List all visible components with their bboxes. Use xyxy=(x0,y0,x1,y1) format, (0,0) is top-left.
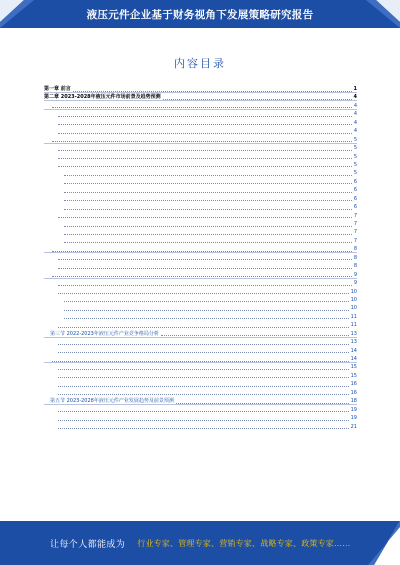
toc-entry-leader xyxy=(64,209,352,210)
toc-entry[interactable] xyxy=(44,330,357,338)
toc-entry[interactable] xyxy=(44,136,357,144)
toc-entry-page: 7 xyxy=(353,212,357,219)
toc-entry-leader xyxy=(58,377,349,378)
toc-entry[interactable] xyxy=(44,245,357,253)
toc-entry[interactable] xyxy=(44,178,357,186)
toc-entry-leader xyxy=(58,344,349,345)
toc-entry-leader xyxy=(52,361,349,362)
toc-entry-leader xyxy=(64,200,352,201)
toc-list xyxy=(44,85,357,431)
toc-entry[interactable] xyxy=(44,271,357,279)
toc-entry-leader xyxy=(58,116,352,117)
toc-entry-page: 15 xyxy=(350,372,357,379)
toc-entry[interactable] xyxy=(44,228,357,236)
toc-entry-text: 第五节 2023-2028年液压元件产业发展趋势及前景预测 xyxy=(50,398,174,405)
toc-entry-leader xyxy=(58,217,352,218)
toc-entry-page: 4 xyxy=(353,119,357,126)
toc-entry-page: 11 xyxy=(350,322,357,329)
toc-entry-leader xyxy=(176,403,349,404)
toc-entry-leader xyxy=(64,192,352,193)
footer-band xyxy=(0,521,400,565)
toc-entry-leader xyxy=(58,420,349,421)
toc-entry[interactable] xyxy=(44,220,357,228)
toc-entry[interactable] xyxy=(44,338,357,346)
toc-entry-page: 5 xyxy=(353,145,357,152)
toc-entry[interactable] xyxy=(44,161,357,169)
toc-entry-page: 9 xyxy=(353,280,357,287)
toc-entry-page: 6 xyxy=(353,178,357,185)
toc-entry[interactable] xyxy=(44,406,357,414)
toc-entry-page: 4 xyxy=(353,111,357,118)
toc-entry-leader xyxy=(163,99,352,100)
report-header-band xyxy=(0,0,400,28)
toc-entry-page: 7 xyxy=(353,221,357,227)
toc-entry[interactable] xyxy=(44,85,357,93)
toc-entry-leader xyxy=(64,183,352,184)
toc-entry[interactable] xyxy=(44,313,357,321)
toc-entry-page: 6 xyxy=(353,195,357,202)
toc-entry-page: 13 xyxy=(350,330,357,337)
toc-entry[interactable] xyxy=(44,153,357,161)
toc-entry-page: 4 xyxy=(353,102,357,109)
toc-entry[interactable] xyxy=(44,372,357,380)
header-left-corner-decoration xyxy=(0,0,34,28)
toc-entry[interactable] xyxy=(44,355,357,363)
toc-entry-leader xyxy=(64,310,349,311)
toc-entry-leader xyxy=(58,259,352,260)
toc-entry-leader xyxy=(58,394,349,395)
toc-entry-page: 5 xyxy=(353,136,357,143)
toc-entry-leader xyxy=(52,251,352,252)
toc-entry-leader xyxy=(52,107,352,108)
toc-entry[interactable] xyxy=(44,304,357,312)
toc-entry-leader xyxy=(64,318,349,319)
header-right-corner-decoration xyxy=(366,0,400,28)
toc-entry-page: 19 xyxy=(350,415,357,422)
toc-entry-leader xyxy=(58,124,352,125)
toc-entry-leader xyxy=(52,276,352,277)
toc-entry-text: 第一章 前言 xyxy=(44,86,71,92)
toc-entry[interactable] xyxy=(44,279,357,287)
toc-entry-text: 第三节 2022-2023年液压元件产业竞争格局分析 xyxy=(50,330,159,337)
toc-entry-leader xyxy=(64,226,352,227)
report-title: 液压元件企业基于财务视角下发展策略研究报告 xyxy=(86,8,314,21)
toc-entry-leader xyxy=(58,158,352,159)
toc-entry-leader xyxy=(58,293,349,294)
toc-entry-leader xyxy=(58,369,349,370)
toc-entry[interactable] xyxy=(44,254,357,262)
toc-entry-page: 6 xyxy=(353,187,357,194)
toc-entry-page: 18 xyxy=(350,398,357,405)
toc-entry[interactable] xyxy=(44,423,357,431)
toc-entry-leader xyxy=(58,352,349,353)
toc-entry[interactable] xyxy=(44,414,357,422)
toc-entry-page: 9 xyxy=(353,271,357,278)
toc-entry-text: 第二章 2023-2028年液压元件市场前景及趋势预测 xyxy=(44,94,161,101)
toc-entry-page: 14 xyxy=(350,347,357,354)
toc-entry-leader xyxy=(58,327,349,328)
toc-entry[interactable] xyxy=(44,363,357,371)
toc-entry[interactable] xyxy=(44,397,357,405)
toc-entry[interactable] xyxy=(44,119,357,127)
toc-entry-page: 4 xyxy=(353,94,357,101)
toc-entry-page: 5 xyxy=(353,161,357,168)
toc-entry-leader xyxy=(58,150,352,151)
toc-entry-page: 5 xyxy=(353,153,357,160)
toc-entry-page: 13 xyxy=(350,339,357,346)
toc-entry-page: 8 xyxy=(353,246,357,253)
toc-entry-page: 8 xyxy=(353,254,357,261)
toc-entry-page: 6 xyxy=(353,204,357,211)
toc-entry-page: 10 xyxy=(350,288,357,295)
toc-entry[interactable] xyxy=(44,144,357,152)
toc-entry-leader xyxy=(64,301,349,302)
toc-entry-leader xyxy=(161,335,349,336)
toc-entry-page: 16 xyxy=(350,381,357,388)
footer-corner-decoration xyxy=(354,521,400,565)
toc-entry-leader xyxy=(58,411,349,412)
toc-entry-leader xyxy=(52,141,352,142)
toc-entry-page: 21 xyxy=(350,423,357,430)
toc-entry-leader xyxy=(64,234,352,235)
toc-entry-page: 4 xyxy=(353,128,357,135)
footer-expert-list: 行业专家、管理专家、营销专家、战略专家、政策专家…… xyxy=(137,538,351,548)
footer-slogan: 让每个人都能成为 xyxy=(50,539,126,550)
toc-entry[interactable] xyxy=(44,347,357,355)
toc-entry[interactable] xyxy=(44,237,357,245)
toc-entry[interactable] xyxy=(44,212,357,220)
toc-entry[interactable] xyxy=(44,195,357,203)
toc-entry[interactable] xyxy=(44,321,357,329)
toc-entry-page: 14 xyxy=(350,356,357,362)
toc-entry-page: 1 xyxy=(353,86,357,92)
toc-entry-leader xyxy=(73,91,352,92)
toc-entry-page: 19 xyxy=(350,406,357,413)
toc-entry-page: 10 xyxy=(350,296,357,303)
toc-entry[interactable] xyxy=(44,102,357,110)
toc-entry-leader xyxy=(64,242,352,243)
toc-entry[interactable] xyxy=(44,380,357,388)
toc-entry-leader xyxy=(58,268,352,269)
toc-entry[interactable] xyxy=(44,296,357,304)
toc-entry-page: 5 xyxy=(353,170,357,177)
toc-entry-page: 8 xyxy=(353,263,357,270)
toc-entry-leader xyxy=(58,166,352,167)
toc-entry-leader xyxy=(58,133,352,134)
toc-entry-page: 7 xyxy=(353,229,357,236)
toc-entry-leader xyxy=(58,428,349,429)
toc-entry-page: 11 xyxy=(350,313,357,320)
toc-entry-page: 16 xyxy=(350,389,357,396)
toc-entry[interactable] xyxy=(44,93,357,101)
toc-entry[interactable] xyxy=(44,262,357,270)
toc-entry[interactable] xyxy=(44,389,357,397)
toc-entry[interactable] xyxy=(44,186,357,194)
toc-entry-page: 10 xyxy=(350,305,357,312)
toc-heading: 内容目录 xyxy=(174,57,226,70)
toc-entry[interactable] xyxy=(44,110,357,118)
toc-entry[interactable] xyxy=(44,288,357,296)
toc-entry-leader xyxy=(58,285,352,286)
toc-entry[interactable] xyxy=(44,127,357,135)
toc-entry-leader xyxy=(58,386,349,387)
toc-entry-page: 7 xyxy=(353,237,357,244)
toc-entry[interactable] xyxy=(44,203,357,211)
toc-entry-leader xyxy=(64,175,352,176)
toc-entry[interactable] xyxy=(44,169,357,177)
toc-entry-page: 15 xyxy=(350,364,357,371)
